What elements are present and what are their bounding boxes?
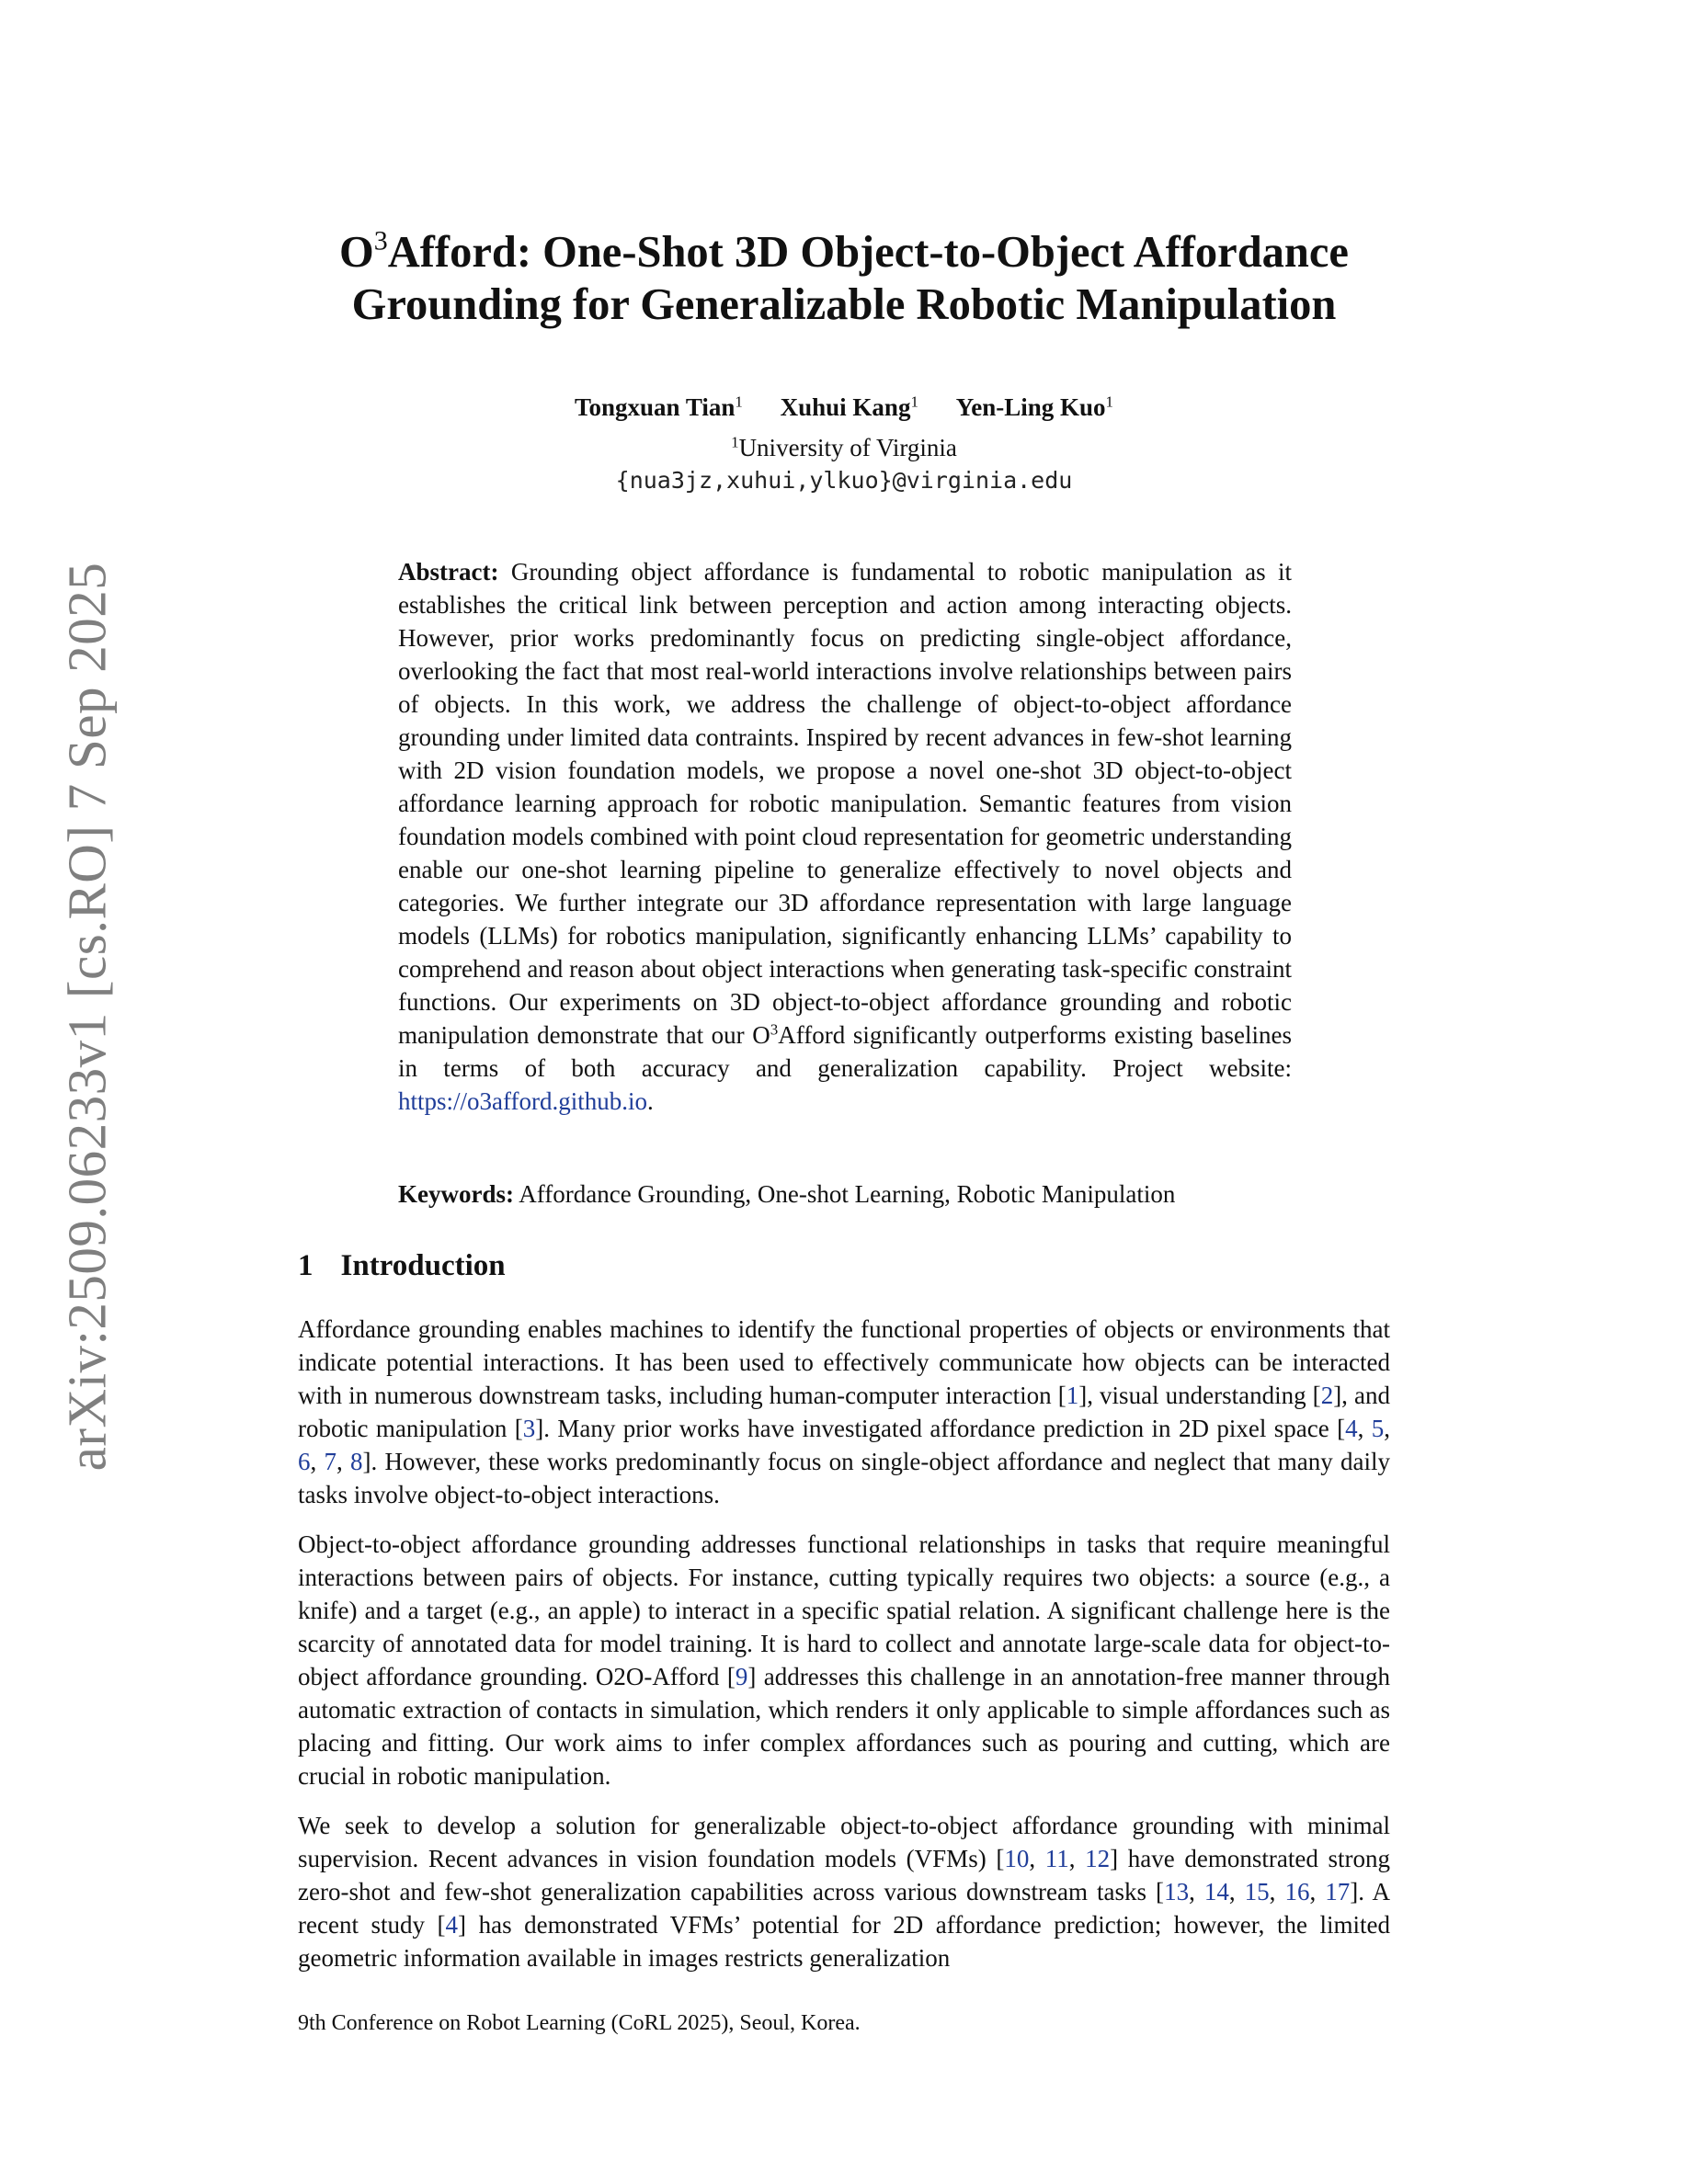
arxiv-identifier: arXiv:2509.06233v1 [cs.RO] 7 Sep 2025 (56, 562, 118, 1472)
section-heading (298, 1247, 506, 1284)
intro-paragraph-1: Affordance grounding enables machines to identify the functional properties of objects or environments that indicate potential interactions. It has been used to effectively communicate how objects can be interacted with in numerous downstream tasks, including human-computer interaction [1], visual understanding [2], and robotic manipulation [3]. Many prior works have investigated affordance prediction in 2D pixel space [4, 5, 6, 7, 8]. However, these works predominantly focus on single-object affordance and neglect that many daily tasks involve object-to-object interactions. (298, 1315, 1391, 1508)
citation-link[interactable]: 4 (445, 1911, 459, 1939)
section-number: 1 (298, 1249, 314, 1282)
abstract-text: Grounding object affordance is fundamental to robotic manipulation as it establishes the critical link between perception and action among interacting objects. However, prior works predominantly focus on predicting single-object affordance, overlooking the fact that most real-world interactions involve relationships between pairs of objects. In this work, we address the challenge of object-to-object affordance grounding under limited data contraints. Inspired by recent advances in few-shot learning with 2D vision foundation models, we propose a novel one-shot 3D object-to-object affordance learning approach for robotic manipulation. Semantic features from vision foundation models combined with point cloud representation for geometric understanding enable our one-shot learning pipeline to generalize effectively to novel objects and categories. We further integrate our 3D affordance representation with large language models (LLMs) for robotics manipulation, significantly enhancing LLMs’ capability to comprehend and reason about object interactions when generating task-specific constraint functions. Our experiments on 3D object-to-object affordance grounding and robotic manipulation demonstrate that our O (398, 558, 1293, 1049)
intro-paragraph-3: We seek to develop a solution for generalizable object-to-object affordance grounding with minimal supervision. Recent advances in vision foundation models (VFMs) [10, 11, 12] have demonstrated strong zero-shot and few-shot generalization capabilities across various downstream tasks [13, 14, 15, 16, 17]. A recent study [4] has demonstrated VFMs’ potential for 2D affordance prediction; however, the limited geometric information available in images restricts generalization (298, 1812, 1391, 1972)
abstract-superscript: 3 (770, 1020, 779, 1039)
abstract: Abstract: Grounding object affordance is fundamental to robotic manipulation as it establishes the critical link between perception and action among interacting objects. However, prior works predominantly focus on predicting single-object affordance, overlooking the fact that most real-world interactions involve relationships between pairs of objects. In this work, we address the challenge of object-to-object affordance grounding under limited data contraints. Inspired by recent advances in few-shot learning with 2D vision foundation models, we propose a novel one-shot 3D object-to-object affordance learning approach for robotic manipulation. Semantic features from vision foundation models combined with point cloud representation for geometric understanding enable our one-shot learning pipeline to generalize effectively to novel objects and categories. We further integrate our 3D affordance representation with large language models (LLMs) for robotics manipulation, significantly enhancing LLMs’ capability to comprehend and reason about object interactions when generating task-specific constraint functions. Our experiments on 3D object-to-object affordance grounding and robotic manipulation demonstrate that our $O^3Afford$ significantly outperforms existing baselines in terms of both accuracy and generalization capability. Project website: https://o3afford.github.io. (398, 558, 1293, 1115)
section-title: Introduction (340, 1249, 506, 1282)
citation-link[interactable]: 4 (1345, 1415, 1358, 1442)
keywords-text: Affordance Grounding, One-shot Learning, Robotic Manipulation (519, 1180, 1176, 1208)
citation-link[interactable]: 5 (1371, 1415, 1385, 1442)
citation-link[interactable]: 6 (298, 1448, 311, 1475)
author-list (276, 391, 1412, 424)
affiliation-name: University of Virginia (738, 434, 957, 461)
citation-link[interactable]: 17 (1325, 1878, 1351, 1905)
keywords (398, 1177, 1292, 1211)
keywords-label: Keywords: (398, 1180, 514, 1208)
citation-link[interactable]: 1 (1066, 1382, 1079, 1409)
arxiv-sidebar-stamp (0, 0, 118, 2184)
author: Xuhui Kang$^1$ (780, 392, 918, 421)
citation-link[interactable]: 3 (522, 1415, 536, 1442)
affiliation (276, 431, 1412, 464)
citation-link[interactable]: 14 (1203, 1878, 1229, 1905)
author-emails: {nua3jz,xuhui,ylkuo}@virginia.edu (615, 467, 1073, 494)
citation-link[interactable]: 10 (1004, 1845, 1030, 1872)
citation-link[interactable]: 12 (1085, 1845, 1111, 1872)
citation-link[interactable]: 8 (349, 1448, 363, 1475)
project-website-link[interactable]: https://o3afford.github.io (398, 1087, 647, 1115)
title-prefix: O (339, 228, 374, 277)
citation-link[interactable]: 16 (1284, 1878, 1310, 1905)
conference-footnote: 9th Conference on Robot Learning (CoRL 2025), Seoul, Korea. (298, 2011, 861, 2035)
title-superscript: 3 (373, 225, 388, 256)
author: Tongxuan Tian$^1$ (574, 392, 743, 421)
title-line1: Afford: One-Shot 3D Object-to-Object Affordance (387, 228, 1349, 277)
intro-paragraph-2: Object-to-object affordance grounding addresses functional relationships in tasks that require meaningful interactions between pairs of objects. For instance, cutting typically requires two objects: a source (e.g., a knife) and a target (e.g., an apple) to interact in a specific spatial relation. A significant challenge here is the scarcity of annotated data for model training. It is hard to collect and annotate large-scale data for object-to-object affordance grounding. O2O-Afford [9] addresses this challenge in an annotation-free manner through automatic extraction of contacts in simulation, which renders it only applicable to simple affordances such as placing and fitting. Our work aims to infer complex affordances such as pouring and cutting, which are crucial in robotic manipulation. (298, 1530, 1390, 1790)
author: Yen-Ling Kuo$^1$ (955, 392, 1113, 421)
citation-link[interactable]: 13 (1164, 1878, 1190, 1905)
title-line2: Grounding for Generalizable Robotic Manipulation (351, 280, 1337, 329)
citation-link[interactable]: 2 (1320, 1382, 1334, 1409)
citation-link[interactable]: 11 (1044, 1845, 1069, 1872)
citation-link[interactable]: 15 (1244, 1878, 1270, 1905)
affiliation-mark: 1 (731, 433, 739, 451)
paper-title (276, 226, 1412, 331)
abstract-label: Abstract: (398, 558, 499, 586)
abstract-text-cont: Afford significantly outperforms existing baselines in terms of both accuracy and generalization capability. Project website: (398, 1021, 1293, 1082)
citation-link[interactable]: 7 (324, 1448, 336, 1475)
citation-link[interactable]: 9 (735, 1663, 748, 1690)
